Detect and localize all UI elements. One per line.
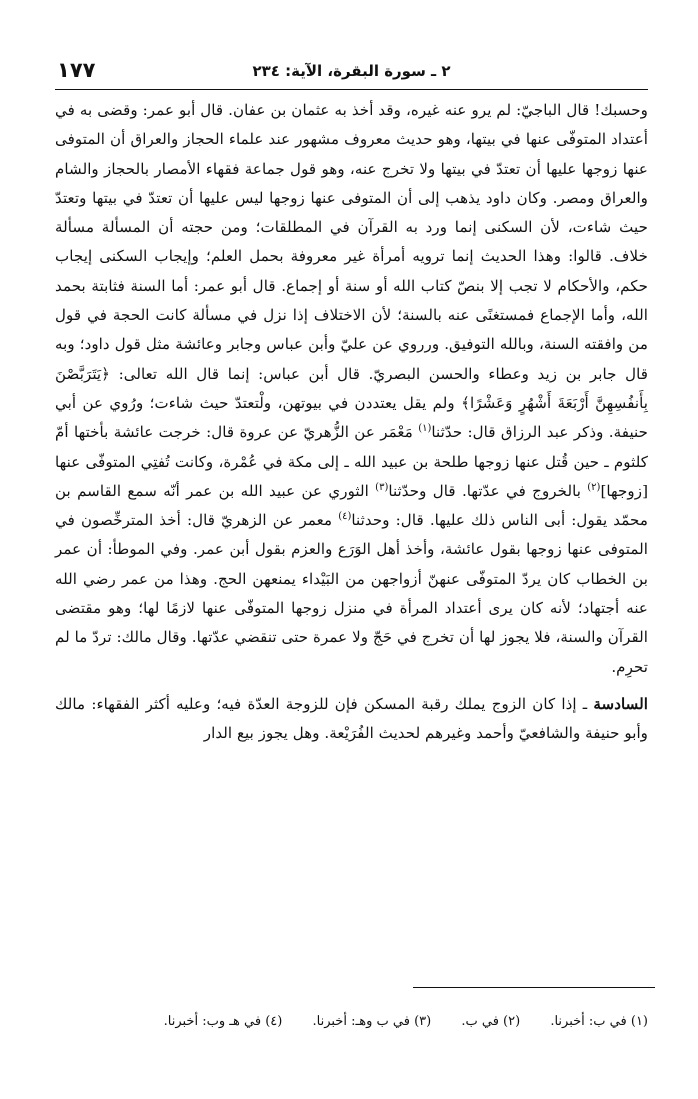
footnotes — [55, 1012, 648, 1032]
page-number: ١٧٧ — [57, 58, 96, 82]
paragraph-text: ـ إذا كان الزوج يملك رقبة المسكن فإن للزوجة العدّة فيه؛ وعليه أكثر الفقهاء: مالك وأبو حنيفة والشافعيّ وأحمد وغيرهم لحديث الفُرَيْعة. وهل يجوز بيع الدار — [55, 694, 648, 743]
paragraph-text: معمر عن الزهريّ قال: أخذ المترخِّصون في المتوفى عنها زوجها بقول عائشة، وأخذ أهل الوَرَع والعزم بقول أبن عمر. وفي الموطأ: أن عمر بن الخطاب كان يردّ المتوفّى عنهنّ أزواجهن من البَيْداء يمنعهن الحج. وهذا من عمر رضي الله عنه أجتهاد؛ لأنه كان يرى أعتداد المرأة في منزل زوجها المتوفّى عنها لازمًا لها؛ وهو مقتضى القرآن والسنة، فلا يجوز لها أن تخرج في حَجّ ولا عمرة حتى تنقضي عدّتها. وقال مالك: تردّ ما لم تحرِم. — [55, 511, 648, 676]
footnote-item: (١) في ب: أخبرنا. — [550, 1014, 648, 1029]
paragraph-text: بالخروج في عدّتها. قال وحدّثنا — [388, 481, 588, 500]
footnote-rule — [413, 987, 655, 988]
footnote-ref: (١) — [418, 423, 432, 435]
footnote-ref: (٤) — [338, 511, 352, 523]
section-heading: السادسة — [593, 694, 648, 713]
paragraph-text: مَعْمَر عن الزُّهريّ عن عروة قال: خرجت عائشة بأختها أمّ كلثوم ـ حين قُتل عنها زوجها طلحة بن عبيد الله ـ إلى مكة في عُمْرة، وكانت تُفتِي المتوفّى عنها [زوجها] — [55, 423, 648, 500]
header-rule — [55, 89, 648, 90]
footnote-ref: (٢) — [587, 481, 601, 493]
paragraph — [55, 690, 648, 749]
paragraph-text: الثوري عن عبيد الله بن عمر أنّه سمع القاسم بن محمّد يقول: أبى الناس ذلك عليها. قال: وحدثنا — [55, 481, 648, 530]
paragraph-text: وحسبك! قال الباجيّ: لم يرو عنه غيره، وقد أخذ به عثمان بن عفان. قال أبو عمر: وقضى به في أعتداد المتوفّى عنها في بيتها، وهو حديث معروف مشهور عند علماء الحجاز والعراق أن المتوفى عنها زوجها عليها أن تعتدّ في بيتها ولا تخرج عنه، وهو قول جماعة فقهاء الأمصار بالحجاز والشام والعراق ومصر. وكان داود يذهب إلى أن المتوفى عنها زوجها ليس عليها أن تعتدّ في بيتها وتعتدّ حيث شاءت، لأن السكنى إنما ورد به القرآن في المطلقات؛ ومن حجته أن المسألة مسألة خلاف. قالوا: وهذا الحديث إنما ترويه أمرأة غير معروفة بحمل العلم؛ وإيجاب السكنى إيجاب حكم، والأحكام لا تجب إلا بنصّ كتاب الله أو سنة أو إجماع. قال أبو عمر: أما السنة فثابتة بحمد الله، وأما الإجماع فمستغنًى عنه بالسنة؛ لأن الاختلاف إذا نزل في مسألة كانت الحجة في قول من وافقته السنة، وبالله التوفيق. ورروي عن عليّ وأبن عباس وجابر وعائشة مثل قول داود؛ وبه قال جابر بن زيد وعطاء والحسن البصريّ. قال أبن عباس: إنما قال الله تعالى: ﴿يَتَرَبَّصْنَ بِأَنفُسِهِنَّ أَرْبَعَةَ أَشْهُرٍ وَعَشْرًا﴾ ولم يقل يعتددن في بيوتهن، ولْتعتدّ حيث شاءت؛ ورُوي عن أبي حنيفة. وذكر عبد الرزاق قال: حدّثنا — [55, 101, 648, 442]
body-text — [55, 96, 648, 749]
page-header — [55, 56, 648, 88]
footnote-item: (٣) في ب وهـ: أخبرنا. — [312, 1014, 432, 1029]
running-title: ٢ ـ سورة البقرة، الآية: ٢٣٤ — [252, 62, 451, 80]
footnote-item: (٢) في ب. — [461, 1014, 521, 1029]
footnote-ref: (٣) — [375, 481, 389, 493]
paragraph — [55, 96, 648, 682]
footnote-item: (٤) في هـ وب: أخبرنا. — [163, 1014, 283, 1029]
